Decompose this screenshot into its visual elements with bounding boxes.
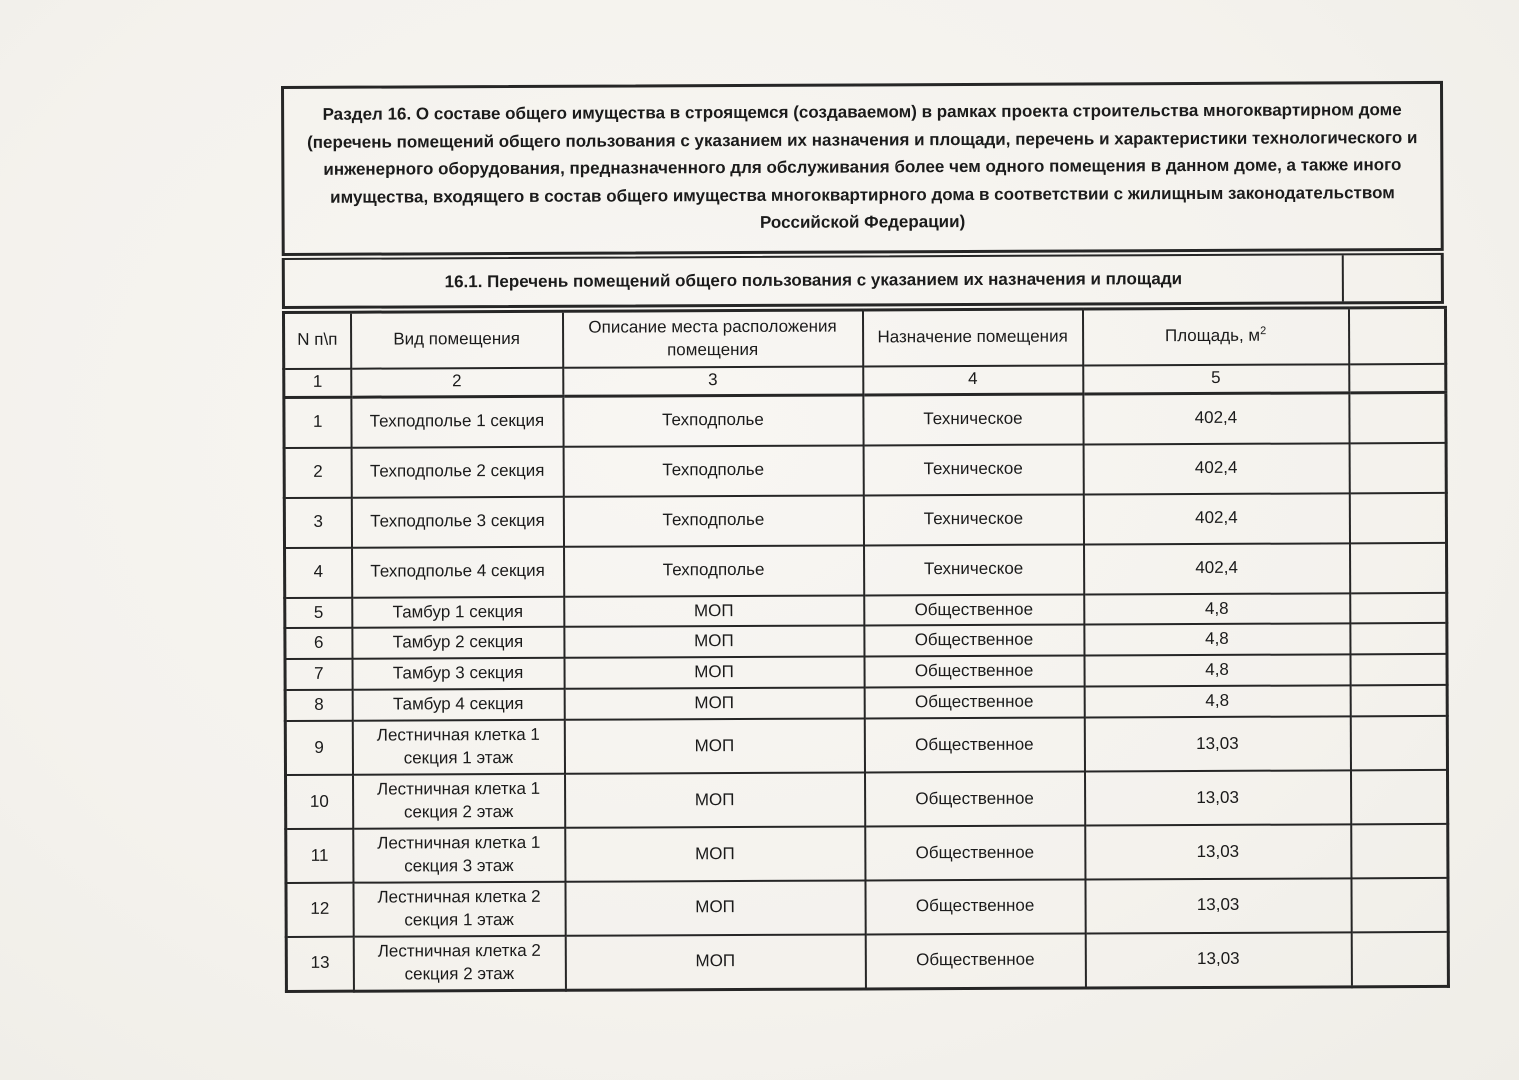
cell-location: МОП <box>564 595 864 627</box>
table-row <box>286 824 1448 883</box>
cell-extra <box>1349 392 1446 442</box>
cell-location: МОП <box>565 826 865 881</box>
cell-area: 4,8 <box>1084 655 1350 687</box>
cell-extra <box>1350 623 1447 654</box>
cell-num: 3 <box>284 497 351 547</box>
cell-purpose: Техническое <box>863 394 1083 445</box>
table-row <box>284 442 1446 497</box>
table-row <box>285 654 1447 690</box>
cell-location: Техподполье <box>563 395 863 446</box>
cell-extra <box>1351 824 1448 878</box>
table-row <box>285 592 1447 628</box>
cell-purpose: Техническое <box>863 444 1083 495</box>
column-header-row <box>283 307 1445 368</box>
cell-type: Тамбур 2 секция <box>352 627 564 659</box>
col-header-area-superscript: 2 <box>1260 325 1267 338</box>
section-16-document <box>281 81 1447 993</box>
cell-area: 402,4 <box>1083 443 1349 494</box>
cell-extra <box>1351 932 1448 987</box>
col-header-type: Вид помещения <box>350 311 562 368</box>
cell-type: Техподполье 3 секция <box>351 496 563 547</box>
cell-type: Техподполье 1 секция <box>351 396 563 447</box>
table-row <box>285 542 1447 597</box>
cell-num: 13 <box>286 936 353 991</box>
subsection-title: 16.1. Перечень помещений общего пользования с указанием их назначения и площади <box>285 255 1344 306</box>
section-header-box <box>281 81 1444 256</box>
section-title: Раздел 16. О составе общего имущества в строящемся (создаваемом) в рамках проекта строительства многоквартирном доме (перечень помещений общего пользования с указанием их назначения и площади, перечень и характеристики технологического и инженерного оборудования, предназначенного для обслуживания более чем одного помещения в данном доме, а также иного имущества, входящего в состав общего имущества многоквартирного дома в соответствии с жилищным законодательством Российской Федерации) <box>307 100 1418 233</box>
col-number: 5 <box>1083 364 1349 394</box>
cell-num: 1 <box>284 397 351 447</box>
table-body <box>284 392 1449 991</box>
cell-purpose: Техническое <box>864 544 1084 595</box>
premises-table <box>282 306 1450 993</box>
cell-extra <box>1350 685 1447 716</box>
cell-extra <box>1351 878 1448 932</box>
table-row <box>284 492 1446 547</box>
cell-area: 13,03 <box>1084 717 1350 772</box>
cell-extra <box>1349 492 1446 542</box>
cell-purpose: Общественное <box>864 594 1084 626</box>
cell-location: МОП <box>564 688 864 720</box>
cell-location: МОП <box>564 626 864 658</box>
cell-area: 4,8 <box>1084 624 1350 656</box>
cell-num: 2 <box>284 447 351 497</box>
table-row <box>286 770 1448 829</box>
cell-purpose: Общественное <box>864 625 1084 657</box>
cell-extra <box>1350 716 1447 770</box>
cell-type: Тамбур 4 секция <box>352 689 564 721</box>
cell-area: 402,4 <box>1084 543 1350 594</box>
cell-num: 9 <box>285 721 352 775</box>
cell-extra <box>1350 770 1447 824</box>
table-row <box>285 716 1447 775</box>
table-row <box>284 392 1446 447</box>
cell-num: 5 <box>285 597 352 628</box>
col-number: 1 <box>284 368 351 397</box>
col-header-location: Описание места расположения помещения <box>562 310 862 368</box>
col-number-extra <box>1349 363 1446 392</box>
cell-purpose: Общественное <box>865 879 1085 934</box>
cell-num: 6 <box>285 628 352 659</box>
cell-type: Техподполье 2 секция <box>351 446 563 497</box>
cell-num: 4 <box>285 547 352 597</box>
cell-type: Лестничная клетка 1 секция 3 этаж <box>353 828 565 883</box>
cell-extra <box>1350 542 1447 592</box>
cell-purpose: Общественное <box>864 656 1084 688</box>
cell-type: Тамбур 3 секция <box>352 658 564 690</box>
table-row <box>285 685 1447 721</box>
cell-purpose: Общественное <box>865 772 1085 827</box>
cell-num: 10 <box>286 775 353 829</box>
cell-type: Лестничная клетка 1 секция 1 этаж <box>352 720 564 775</box>
col-header-area-label: Площадь, м <box>1164 325 1261 346</box>
cell-area: 402,4 <box>1083 393 1349 444</box>
cell-location: Техподполье <box>564 545 864 596</box>
cell-area: 13,03 <box>1085 878 1351 933</box>
cell-type: Техподполье 4 секция <box>352 546 564 597</box>
cell-area: 13,03 <box>1085 932 1351 988</box>
col-number: 3 <box>563 366 863 396</box>
cell-num: 8 <box>285 690 352 721</box>
cell-extra <box>1349 442 1446 492</box>
cell-purpose: Общественное <box>864 687 1084 719</box>
cell-type: Лестничная клетка 1 секция 2 этаж <box>353 774 565 829</box>
cell-extra <box>1350 592 1447 623</box>
cell-num: 11 <box>286 829 353 883</box>
cell-location: Техподполье <box>563 495 863 546</box>
cell-type: Тамбур 1 секция <box>352 596 564 628</box>
col-number: 2 <box>351 367 563 397</box>
cell-type: Лестничная клетка 2 секция 1 этаж <box>353 882 565 937</box>
table-row <box>286 932 1448 991</box>
col-header-extra <box>1348 307 1445 364</box>
col-header-purpose: Назначение помещения <box>862 309 1082 366</box>
cell-area: 402,4 <box>1083 493 1349 544</box>
table-row <box>286 878 1448 937</box>
subsection-empty-cell <box>1344 255 1441 301</box>
cell-purpose: Общественное <box>865 826 1085 881</box>
cell-area: 4,8 <box>1084 593 1350 625</box>
cell-area: 4,8 <box>1084 686 1350 718</box>
cell-type: Лестничная клетка 2 секция 2 этаж <box>353 936 565 991</box>
cell-location: МОП <box>565 880 865 935</box>
cell-location: МОП <box>565 773 865 828</box>
col-number: 4 <box>863 365 1083 395</box>
cell-purpose: Общественное <box>864 718 1084 773</box>
table-row <box>285 623 1447 659</box>
cell-location: МОП <box>564 719 864 774</box>
col-header-num: N п\п <box>283 312 350 369</box>
cell-extra <box>1350 654 1447 685</box>
cell-location: МОП <box>564 657 864 689</box>
cell-purpose: Общественное <box>865 933 1085 988</box>
cell-num: 12 <box>286 883 353 937</box>
cell-num: 7 <box>285 659 352 690</box>
cell-location: МОП <box>565 934 865 990</box>
cell-area: 13,03 <box>1085 824 1351 879</box>
cell-purpose: Техническое <box>863 494 1083 545</box>
cell-location: Техподполье <box>563 445 863 496</box>
subsection-header-row <box>282 253 1444 309</box>
col-header-area <box>1082 308 1348 366</box>
cell-area: 13,03 <box>1084 770 1350 825</box>
